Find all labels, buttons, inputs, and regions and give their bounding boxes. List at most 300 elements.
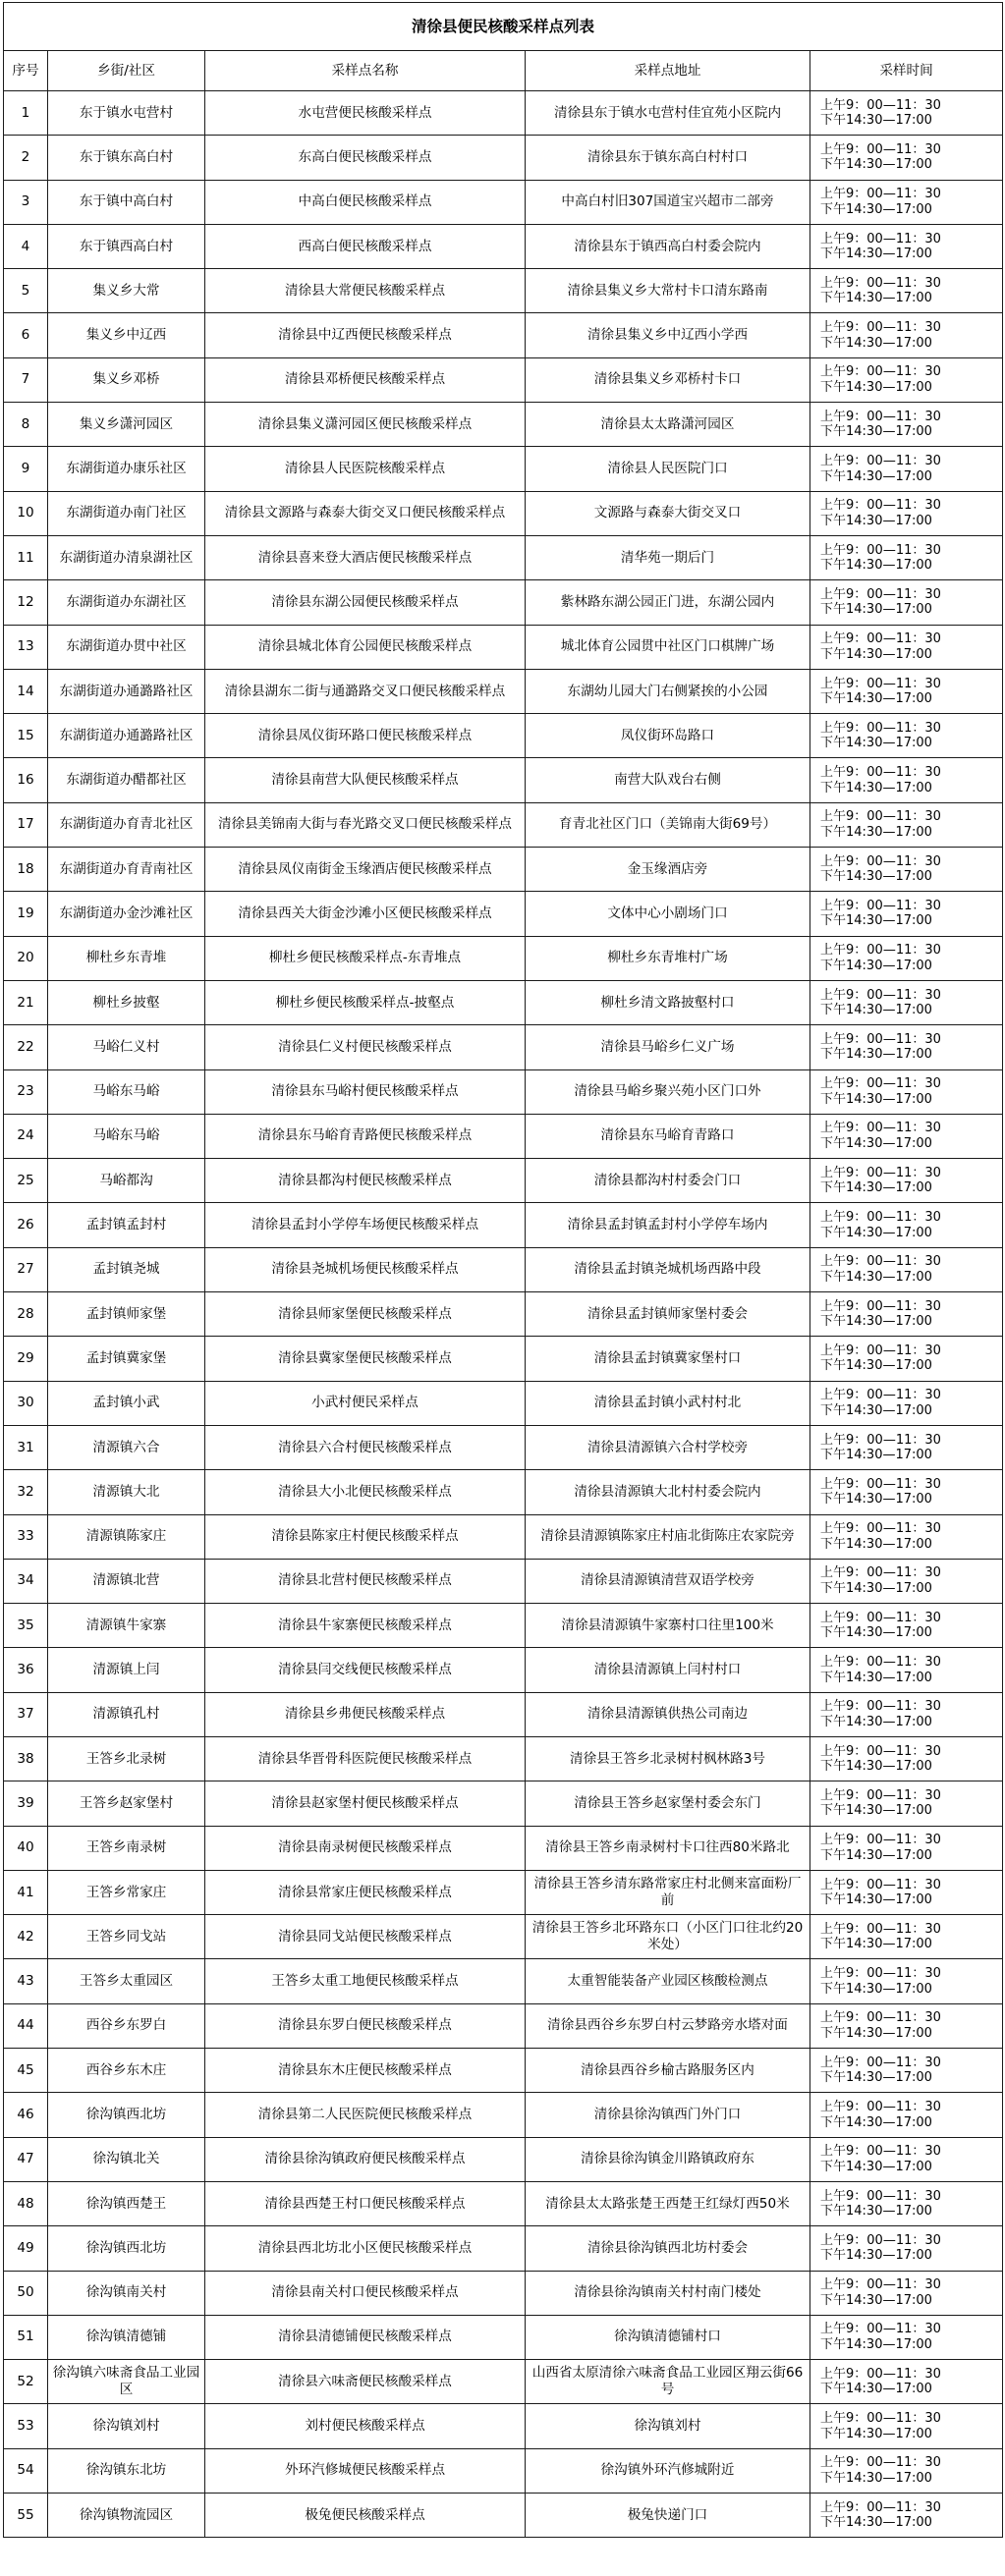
cell-time	[810, 758, 1003, 802]
time-afternoon: 下午14:30—17:00	[820, 1892, 932, 1908]
time-morning: 上午9：00—11：30	[820, 454, 941, 469]
cell-address: 柳杜乡清文路披壑村口	[526, 980, 810, 1024]
cell-area: 王答乡赵家堡村	[48, 1781, 205, 1826]
time-afternoon: 下午14:30—17:00	[820, 1670, 932, 1685]
time-afternoon: 下午14:30—17:00	[820, 513, 932, 528]
time-afternoon: 下午14:30—17:00	[820, 291, 932, 306]
cell-no: 35	[4, 1604, 48, 1648]
cell-no: 39	[4, 1781, 48, 1826]
cell-address: 清徐县太太路潇河园区	[526, 403, 810, 447]
cell-time	[810, 2003, 1003, 2048]
table-row	[4, 357, 1003, 402]
time-morning: 上午9：00—11：30	[820, 97, 941, 113]
cell-time	[810, 1826, 1003, 1870]
cell-time	[810, 1025, 1003, 1069]
cell-no: 10	[4, 491, 48, 535]
cell-area: 王答乡太重园区	[48, 1959, 205, 2003]
table-row	[4, 2448, 1003, 2493]
cell-address: 清徐县人民医院门口	[526, 447, 810, 491]
time-afternoon: 下午14:30—17:00	[820, 2292, 932, 2308]
cell-time	[810, 1425, 1003, 1469]
cell-address: 紫林路东湖公园正门进，东湖公园内	[526, 580, 810, 625]
cell-area: 徐沟镇南关村	[48, 2271, 205, 2315]
cell-no: 36	[4, 1648, 48, 1692]
cell-address: 中高白村旧307国道宝兴超市二部旁	[526, 180, 810, 224]
cell-name: 清徐县大小北便民核酸采样点	[205, 1470, 526, 1514]
cell-address: 清徐县都沟村村委会门口	[526, 1159, 810, 1203]
time-morning: 上午9：00—11：30	[820, 2499, 941, 2515]
cell-address: 清徐县孟封镇孟封村小学停车场内	[526, 1203, 810, 1247]
time-afternoon: 下午14:30—17:00	[820, 2248, 932, 2264]
cell-area: 马峪东马峪	[48, 1069, 205, 1114]
cell-no: 11	[4, 535, 48, 579]
table-row	[4, 625, 1003, 669]
time-morning: 上午9：00—11：30	[820, 364, 941, 380]
table-row	[4, 1826, 1003, 1870]
cell-area: 集义乡潇河园区	[48, 403, 205, 447]
cell-area: 柳杜乡东青堆	[48, 936, 205, 980]
table-row	[4, 313, 1003, 357]
header-time: 采样时间	[810, 51, 1003, 91]
time-morning: 上午9：00—11：30	[820, 1655, 941, 1671]
time-morning: 上午9：00—11：30	[820, 1343, 941, 1358]
cell-address: 清徐县徐沟镇西北坊村委会	[526, 2226, 810, 2271]
time-morning: 上午9：00—11：30	[820, 2411, 941, 2427]
cell-area: 西谷乡东木庄	[48, 2049, 205, 2093]
time-morning: 上午9：00—11：30	[820, 141, 941, 157]
sampling-points-table	[3, 2, 1003, 2538]
time-morning: 上午9：00—11：30	[820, 1210, 941, 1226]
cell-time	[810, 2315, 1003, 2359]
cell-no: 38	[4, 1736, 48, 1781]
cell-address: 清徐县清源镇六合村学校旁	[526, 1425, 810, 1469]
cell-name: 清徐县文源路与森泰大街交叉口便民核酸采样点	[205, 491, 526, 535]
cell-area: 马峪东马峪	[48, 1114, 205, 1158]
cell-area: 东湖街道办通潞路社区	[48, 669, 205, 713]
time-afternoon: 下午14:30—17:00	[820, 1492, 932, 1507]
cell-name: 清徐县闫交线便民核酸采样点	[205, 1648, 526, 1692]
cell-name: 清徐县牛家寨便民核酸采样点	[205, 1604, 526, 1648]
time-afternoon: 下午14:30—17:00	[820, 958, 932, 973]
cell-no: 20	[4, 936, 48, 980]
table-row	[4, 2093, 1003, 2137]
time-afternoon: 下午14:30—17:00	[820, 2382, 932, 2397]
time-morning: 上午9：00—11：30	[820, 631, 941, 647]
cell-no: 25	[4, 1159, 48, 1203]
cell-name: 水屯营便民核酸采样点	[205, 91, 526, 136]
time-afternoon: 下午14:30—17:00	[820, 1847, 932, 1863]
cell-name: 清徐县华晋骨科医院便民核酸采样点	[205, 1736, 526, 1781]
cell-name: 清徐县南营大队便民核酸采样点	[205, 758, 526, 802]
cell-time	[810, 1604, 1003, 1648]
cell-time	[810, 669, 1003, 713]
cell-area: 东湖街道办育青南社区	[48, 848, 205, 892]
time-morning: 上午9：00—11：30	[820, 1610, 941, 1625]
cell-address: 清徐县孟封镇尧城机场西路中段	[526, 1247, 810, 1291]
cell-area: 东湖街道办通潞路社区	[48, 714, 205, 758]
cell-address: 柳杜乡东青堆村广场	[526, 936, 810, 980]
cell-no: 27	[4, 1247, 48, 1291]
cell-area: 王答乡同戈站	[48, 1915, 205, 1959]
time-morning: 上午9：00—11：30	[820, 2366, 941, 2382]
cell-name: 清徐县陈家庄村便民核酸采样点	[205, 1514, 526, 1559]
cell-area: 东湖街道办清泉湖社区	[48, 535, 205, 579]
cell-no: 2	[4, 136, 48, 180]
cell-area: 孟封镇冀家堡	[48, 1337, 205, 1381]
cell-no: 12	[4, 580, 48, 625]
cell-name: 清徐县南关村口便民核酸采样点	[205, 2271, 526, 2315]
cell-no: 50	[4, 2271, 48, 2315]
cell-address: 清徐县东于镇水屯营村佳宜苑小区院内	[526, 91, 810, 136]
cell-name: 清徐县凤仪南街金玉缘酒店便民核酸采样点	[205, 848, 526, 892]
cell-name: 清徐县第二人民医院便民核酸采样点	[205, 2093, 526, 2137]
time-morning: 上午9：00—11：30	[820, 676, 941, 691]
cell-area: 东于镇水屯营村	[48, 91, 205, 136]
time-afternoon: 下午14:30—17:00	[820, 1091, 932, 1107]
time-morning: 上午9：00—11：30	[820, 1521, 941, 1537]
table-row	[4, 1025, 1003, 1069]
time-morning: 上午9：00—11：30	[820, 2455, 941, 2471]
time-afternoon: 下午14:30—17:00	[820, 1314, 932, 1330]
time-afternoon: 下午14:30—17:00	[820, 247, 932, 262]
time-afternoon: 下午14:30—17:00	[820, 157, 932, 173]
cell-address: 清徐县徐沟镇西门外门口	[526, 2093, 810, 2137]
cell-address: 清徐县王答乡北环路东口（小区门口往北约20米处）	[526, 1915, 810, 1959]
cell-name: 清徐县东湖公园便民核酸采样点	[205, 580, 526, 625]
cell-area: 徐沟镇六味斋食品工业园区	[48, 2360, 205, 2404]
cell-address: 文源路与森泰大街交叉口	[526, 491, 810, 535]
cell-area: 孟封镇师家堡	[48, 1292, 205, 1337]
time-morning: 上午9：00—11：30	[820, 1476, 941, 1492]
cell-name: 清徐县湖东二街与通潞路交叉口便民核酸采样点	[205, 669, 526, 713]
cell-name: 清徐县南录树便民核酸采样点	[205, 1826, 526, 1870]
cell-area: 孟封镇尧城	[48, 1247, 205, 1291]
table-row	[4, 802, 1003, 847]
cell-address: 清徐县集义乡大常村卡口清东路南	[526, 269, 810, 313]
cell-name: 中高白便民核酸采样点	[205, 180, 526, 224]
time-morning: 上午9：00—11：30	[820, 1565, 941, 1581]
cell-no: 18	[4, 848, 48, 892]
cell-name: 清徐县同戈站便民核酸采样点	[205, 1915, 526, 1959]
cell-time	[810, 1381, 1003, 1425]
cell-area: 清源镇孔村	[48, 1692, 205, 1736]
time-morning: 上午9：00—11：30	[820, 187, 941, 202]
table-row	[4, 2003, 1003, 2048]
cell-time	[810, 491, 1003, 535]
table-row	[4, 2049, 1003, 2093]
cell-address: 清徐县徐沟镇南关村村南门楼处	[526, 2271, 810, 2315]
cell-no: 5	[4, 269, 48, 313]
cell-area: 清源镇大北	[48, 1470, 205, 1514]
time-afternoon: 下午14:30—17:00	[820, 113, 932, 129]
time-afternoon: 下午14:30—17:00	[820, 1580, 932, 1596]
cell-area: 清源镇陈家庄	[48, 1514, 205, 1559]
time-morning: 上午9：00—11：30	[820, 809, 941, 825]
table-row	[4, 1915, 1003, 1959]
table-row	[4, 136, 1003, 180]
table-row	[4, 669, 1003, 713]
table-row	[4, 1870, 1003, 1914]
time-morning: 上午9：00—11：30	[820, 1298, 941, 1314]
cell-name: 清徐县中辽西便民核酸采样点	[205, 313, 526, 357]
cell-address: 清徐县西谷乡东罗白村云梦路旁水塔对面	[526, 2003, 810, 2048]
table-row	[4, 758, 1003, 802]
cell-name: 清徐县徐沟镇政府便民核酸采样点	[205, 2137, 526, 2181]
cell-time	[810, 269, 1003, 313]
table-row	[4, 1381, 1003, 1425]
cell-name: 清徐县都沟村便民核酸采样点	[205, 1159, 526, 1203]
cell-no: 15	[4, 714, 48, 758]
table-row	[4, 91, 1003, 136]
cell-time	[810, 2137, 1003, 2181]
cell-address: 清徐县东于镇西高白村委会院内	[526, 224, 810, 268]
cell-time	[810, 625, 1003, 669]
table-row	[4, 714, 1003, 758]
cell-address: 徐沟镇外环汽修城附近	[526, 2448, 810, 2493]
cell-no: 14	[4, 669, 48, 713]
time-morning: 上午9：00—11：30	[820, 1031, 941, 1047]
cell-address: 清徐县王答乡清东路常家庄村北侧来富面粉厂前	[526, 1870, 810, 1914]
table-row	[4, 403, 1003, 447]
cell-time	[810, 535, 1003, 579]
time-morning: 上午9：00—11：30	[820, 2232, 941, 2248]
time-morning: 上午9：00—11：30	[820, 1877, 941, 1892]
time-afternoon: 下午14:30—17:00	[820, 2159, 932, 2174]
cell-area: 东于镇西高白村	[48, 224, 205, 268]
time-afternoon: 下午14:30—17:00	[820, 1759, 932, 1775]
cell-address: 清华苑一期后门	[526, 535, 810, 579]
cell-no: 9	[4, 447, 48, 491]
table-row	[4, 1203, 1003, 1247]
cell-address: 清徐县孟封镇冀家堡村口	[526, 1337, 810, 1381]
cell-name: 外环汽修城便民核酸采样点	[205, 2448, 526, 2493]
table-row	[4, 535, 1003, 579]
time-morning: 上午9：00—11：30	[820, 2100, 941, 2114]
cell-no: 7	[4, 357, 48, 402]
cell-address: 东湖幼儿园大门右侧紧挨的小公园	[526, 669, 810, 713]
cell-area: 东湖街道办贯中社区	[48, 625, 205, 669]
header-no: 序号	[4, 51, 48, 91]
table-title: 清徐县便民核酸采样点列表	[4, 3, 1003, 51]
time-afternoon: 下午14:30—17:00	[820, 335, 932, 351]
table-row	[4, 224, 1003, 268]
cell-name: 清徐县城北体育公园便民核酸采样点	[205, 625, 526, 669]
cell-name: 清徐县喜来登大酒店便民核酸采样点	[205, 535, 526, 579]
time-morning: 上午9：00—11：30	[820, 987, 941, 1003]
cell-name: 清徐县凤仪街环路口便民核酸采样点	[205, 714, 526, 758]
cell-name: 清徐县六味斋便民核酸采样点	[205, 2360, 526, 2404]
time-morning: 上午9：00—11：30	[820, 1966, 941, 1982]
table-row	[4, 580, 1003, 625]
cell-time	[810, 2049, 1003, 2093]
cell-name: 清徐县人民医院核酸采样点	[205, 447, 526, 491]
cell-name: 清徐县仁义村便民核酸采样点	[205, 1025, 526, 1069]
time-afternoon: 下午14:30—17:00	[820, 1981, 932, 1997]
cell-area: 东湖街道办东湖社区	[48, 580, 205, 625]
cell-time	[810, 180, 1003, 224]
table-row	[4, 1604, 1003, 1648]
cell-address: 清徐县太太路张楚王西楚王红绿灯西50米	[526, 2181, 810, 2225]
time-afternoon: 下午14:30—17:00	[820, 1135, 932, 1151]
cell-time	[810, 1470, 1003, 1514]
time-afternoon: 下午14:30—17:00	[820, 2204, 932, 2220]
cell-area: 徐沟镇东北坊	[48, 2448, 205, 2493]
cell-area: 王答乡南录树	[48, 1826, 205, 1870]
table-row	[4, 1425, 1003, 1469]
time-morning: 上午9：00—11：30	[820, 1699, 941, 1715]
table-row	[4, 1159, 1003, 1203]
time-morning: 上午9：00—11：30	[820, 853, 941, 869]
cell-area: 清源镇六合	[48, 1425, 205, 1469]
cell-no: 48	[4, 2181, 48, 2225]
table-row	[4, 2226, 1003, 2271]
time-afternoon: 下午14:30—17:00	[820, 1803, 932, 1819]
cell-area: 王答乡北录树	[48, 1736, 205, 1781]
cell-area: 东湖街道办金沙滩社区	[48, 892, 205, 936]
cell-no: 24	[4, 1114, 48, 1158]
cell-area: 东湖街道办醋都社区	[48, 758, 205, 802]
cell-time	[810, 1692, 1003, 1736]
time-afternoon: 下午14:30—17:00	[820, 1225, 932, 1240]
cell-name: 极兔便民核酸采样点	[205, 2494, 526, 2538]
cell-name: 清徐县六合村便民核酸采样点	[205, 1425, 526, 1469]
cell-area: 清源镇牛家寨	[48, 1604, 205, 1648]
time-morning: 上午9：00—11：30	[820, 765, 941, 781]
cell-name: 清徐县东马峪育青路便民核酸采样点	[205, 1114, 526, 1158]
table-row	[4, 2137, 1003, 2181]
cell-name: 小武村便民采样点	[205, 1381, 526, 1425]
table-row	[4, 2494, 1003, 2538]
header-row	[4, 51, 1003, 91]
table-row	[4, 980, 1003, 1024]
cell-time	[810, 936, 1003, 980]
cell-address: 清徐县王答乡北录树村枫林路3号	[526, 1736, 810, 1781]
cell-address: 清徐县清源镇牛家寨村口往里100米	[526, 1604, 810, 1648]
cell-area: 东湖街道办育青北社区	[48, 802, 205, 847]
time-morning: 上午9：00—11：30	[820, 1743, 941, 1759]
cell-name: 清徐县常家庄便民核酸采样点	[205, 1870, 526, 1914]
cell-name: 清徐县北营村便民核酸采样点	[205, 1559, 526, 1603]
cell-time	[810, 848, 1003, 892]
cell-no: 53	[4, 2404, 48, 2448]
table-row	[4, 1470, 1003, 1514]
cell-name: 清徐县东木庄便民核酸采样点	[205, 2049, 526, 2093]
cell-address: 清徐县清源镇供热公司南边	[526, 1692, 810, 1736]
table-row	[4, 1069, 1003, 1114]
cell-area: 马峪仁义村	[48, 1025, 205, 1069]
cell-no: 13	[4, 625, 48, 669]
time-afternoon: 下午14:30—17:00	[820, 1625, 932, 1641]
cell-time	[810, 1781, 1003, 1826]
cell-area: 徐沟镇西北坊	[48, 2226, 205, 2271]
cell-address: 金玉缘酒店旁	[526, 848, 810, 892]
cell-no: 26	[4, 1203, 48, 1247]
time-afternoon: 下午14:30—17:00	[820, 2025, 932, 2041]
cell-time	[810, 224, 1003, 268]
cell-address: 清徐县东于镇东高白村村口	[526, 136, 810, 180]
header-area: 乡街/社区	[48, 51, 205, 91]
cell-area: 柳杜乡披壑	[48, 980, 205, 1024]
cell-no: 4	[4, 224, 48, 268]
time-morning: 上午9：00—11：30	[820, 898, 941, 913]
cell-area: 王答乡常家庄	[48, 1870, 205, 1914]
time-afternoon: 下午14:30—17:00	[820, 691, 932, 706]
cell-area: 孟封镇小武	[48, 1381, 205, 1425]
cell-name: 清徐县美锦南大街与春光路交叉口便民核酸采样点	[205, 802, 526, 847]
cell-address: 清徐县清源镇大北村村委会院内	[526, 1470, 810, 1514]
cell-address: 城北体育公园贯中社区门口棋牌广场	[526, 625, 810, 669]
time-afternoon: 下午14:30—17:00	[820, 913, 932, 929]
cell-no: 33	[4, 1514, 48, 1559]
cell-time	[810, 1337, 1003, 1381]
time-morning: 上午9：00—11：30	[820, 231, 941, 247]
cell-name: 清徐县集义潇河园区便民核酸采样点	[205, 403, 526, 447]
time-afternoon: 下午14:30—17:00	[820, 869, 932, 885]
time-afternoon: 下午14:30—17:00	[820, 736, 932, 751]
cell-name: 清徐县西北坊北小区便民核酸采样点	[205, 2226, 526, 2271]
cell-time	[810, 1959, 1003, 2003]
table-row	[4, 1781, 1003, 1826]
time-afternoon: 下午14:30—17:00	[820, 558, 932, 574]
cell-name: 清徐县孟封小学停车场便民核酸采样点	[205, 1203, 526, 1247]
cell-no: 43	[4, 1959, 48, 2003]
cell-address: 清徐县王答乡赵家堡村委会东门	[526, 1781, 810, 1826]
cell-name: 清徐县赵家堡村便民核酸采样点	[205, 1781, 526, 1826]
cell-area: 徐沟镇西北坊	[48, 2093, 205, 2137]
time-morning: 上午9：00—11：30	[820, 275, 941, 291]
cell-no: 19	[4, 892, 48, 936]
cell-address: 太重智能装备产业园区核酸检测点	[526, 1959, 810, 2003]
cell-address: 徐沟镇刘村	[526, 2404, 810, 2448]
cell-time	[810, 1870, 1003, 1914]
time-morning: 上午9：00—11：30	[820, 2322, 941, 2337]
table-row	[4, 1514, 1003, 1559]
cell-name: 西高白便民核酸采样点	[205, 224, 526, 268]
cell-time	[810, 580, 1003, 625]
cell-address: 清徐县清源镇陈家庄村庙北街陈庄农家院旁	[526, 1514, 810, 1559]
cell-time	[810, 1915, 1003, 1959]
cell-area: 集义乡邓桥	[48, 357, 205, 402]
cell-area: 西谷乡东罗白	[48, 2003, 205, 2048]
time-morning: 上午9：00—11：30	[820, 1076, 941, 1092]
cell-address: 凤仪街环岛路口	[526, 714, 810, 758]
cell-address: 清徐县清源镇清营双语学校旁	[526, 1559, 810, 1603]
time-morning: 上午9：00—11：30	[820, 1254, 941, 1270]
table-row	[4, 848, 1003, 892]
time-morning: 上午9：00—11：30	[820, 2010, 941, 2026]
table-row	[4, 1292, 1003, 1337]
time-morning: 上午9：00—11：30	[820, 1432, 941, 1448]
cell-address: 清徐县马峪乡仁义广场	[526, 1025, 810, 1069]
cell-time	[810, 2093, 1003, 2137]
table-row	[4, 447, 1003, 491]
cell-name: 清徐县大常便民核酸采样点	[205, 269, 526, 313]
cell-time	[810, 1514, 1003, 1559]
time-morning: 上午9：00—11：30	[820, 1787, 941, 1803]
cell-no: 51	[4, 2315, 48, 2359]
cell-area: 集义乡中辽西	[48, 313, 205, 357]
cell-no: 29	[4, 1337, 48, 1381]
cell-name: 清徐县东马峪村便民核酸采样点	[205, 1069, 526, 1114]
cell-time	[810, 1203, 1003, 1247]
cell-area: 东湖街道办南门社区	[48, 491, 205, 535]
cell-area: 徐沟镇清德铺	[48, 2315, 205, 2359]
time-morning: 上午9：00—11：30	[820, 1165, 941, 1180]
cell-time	[810, 1247, 1003, 1291]
time-morning: 上午9：00—11：30	[820, 1388, 941, 1403]
time-morning: 上午9：00—11：30	[820, 2144, 941, 2160]
time-afternoon: 下午14:30—17:00	[820, 2470, 932, 2486]
